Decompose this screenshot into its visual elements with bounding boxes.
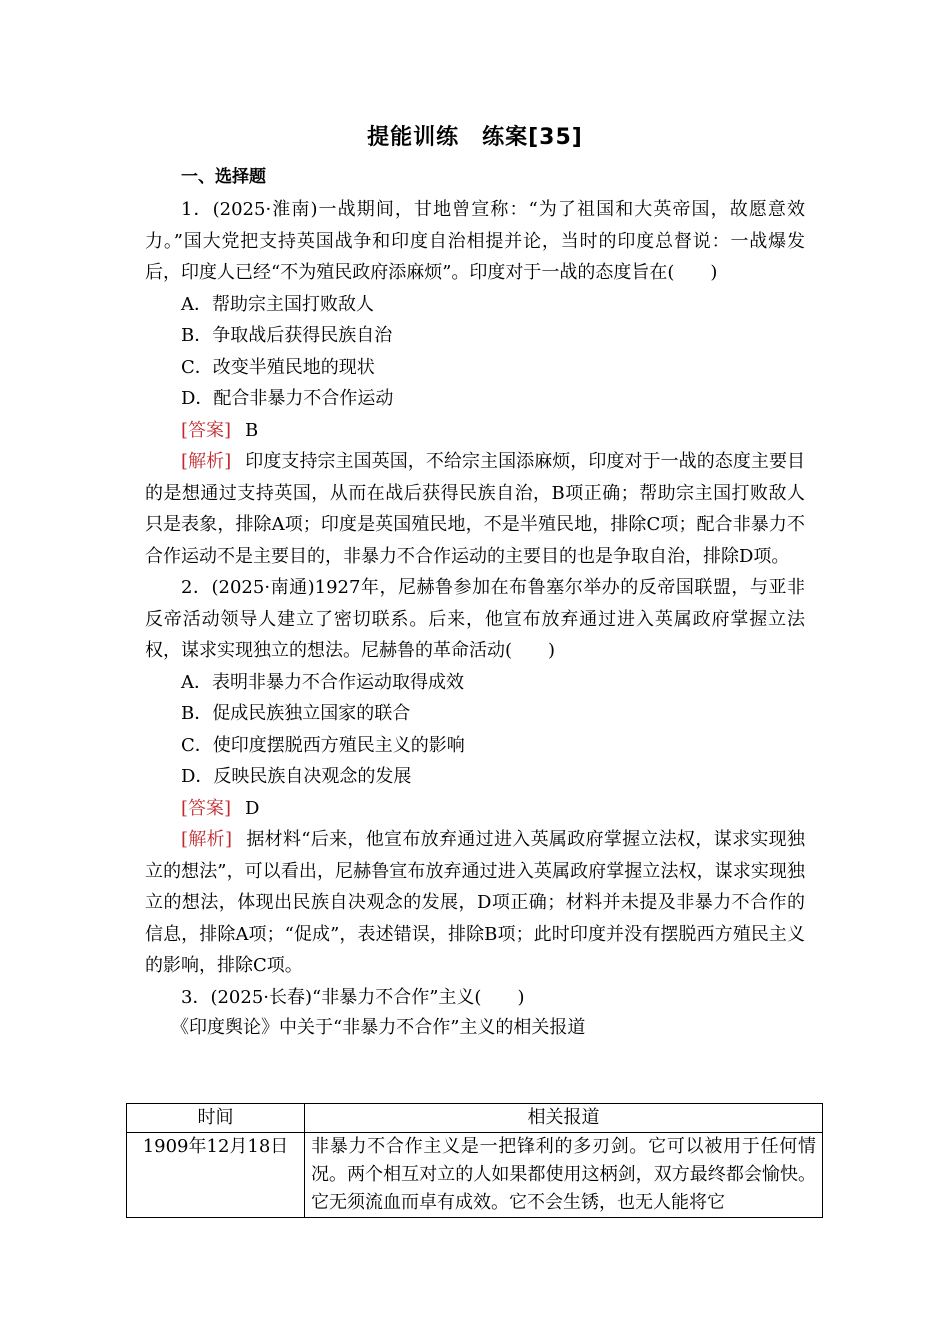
explanation-paragraph	[145, 824, 805, 982]
table-row	[127, 1133, 823, 1218]
option-c: C．使印度摆脱西方殖民主义的影响	[181, 734, 465, 756]
explanation-text: 据材料“后来，他宣布放弃通过进入英属政府掌握立法权，谋求实现独立的想法”，可以看出，尼赫鲁宣布放弃通过进入英属政府掌握立法权，谋求实现独立的想法，体现出民族自决观念的发展，D项正确；材料并未提及非暴力不合作的信息，排除A项；“促成”，表述错误，排除B项；此时印度并没有摆脱西方殖民主义的影响，排除C项。	[145, 829, 806, 976]
column-header-report: 相关报道	[305, 1104, 823, 1133]
answer-tag: [答案]	[181, 797, 232, 819]
time-cell: 1909年12月18日	[127, 1133, 305, 1218]
column-header-time: 时间	[127, 1104, 305, 1133]
table-caption: 《印度舆论》中关于“非暴力不合作”主义的相关报道	[171, 1017, 586, 1038]
option-c: C．改变半殖民地的现状	[181, 356, 375, 378]
explanation-tag: [解析]	[181, 451, 232, 472]
reports-table	[126, 1103, 823, 1218]
answer-tag: [答案]	[181, 419, 232, 441]
option-a: A．帮助宗主国打败敌人	[181, 293, 374, 315]
answer-line	[181, 415, 805, 447]
table-header-row	[127, 1104, 823, 1133]
question-stem: 1．(2025·淮南)一战期间，甘地曾宣称：“为了祖国和大英帝国，故愿意效力。”国大党把支持英国战争和印度自治相提并论，当时的印度总督说：一战爆发后，印度人已经“不为殖民政府添麻烦”。印度对于一战的态度旨在( )	[145, 199, 805, 283]
answer-value: D	[245, 797, 260, 819]
report-cell: 非暴力不合作主义是一把锋利的多刃剑。它可以被用于任何情况。两个相互对立的人如果都使用这柄剑，双方最终都会愉快。它无须流血而卓有成效。它不会生锈，也无人能将它	[305, 1133, 823, 1218]
question-3	[145, 982, 805, 1044]
option-b: B．促成民族独立国家的联合	[181, 703, 411, 724]
page-title: 提能训练 练案[35]	[367, 125, 583, 150]
explanation-paragraph	[145, 446, 805, 572]
question-stem: 3．(2025·长春)“非暴力不合作”主义( )	[181, 986, 525, 1008]
option-b: B．争取战后获得民族自治	[181, 325, 393, 346]
question-stem: 2．(2025·南通)1927年，尼赫鲁参加在布鲁塞尔举办的反帝国联盟，与亚非反帝活动领导人建立了密切联系。后来，他宣布放弃通过进入英属政府掌握立法权，谋求实现独立的想法。尼赫鲁的革命活动( )	[145, 577, 805, 661]
section-heading: 一、选择题	[181, 167, 266, 187]
option-d: D．配合非暴力不合作运动	[181, 388, 394, 409]
explanation-text: 印度支持宗主国英国，不给宗主国添麻烦，印度对于一战的态度主要目的是想通过支持英国，从而在战后获得民族自治，B项正确；帮助宗主国打败敌人只是表象，排除A项；印度是英国殖民地，不是半殖民地，排除C项；配合非暴力不合作运动不是主要目的，非暴力不合作运动的主要目的也是争取自治，排除D项。	[145, 451, 805, 567]
question-2	[145, 572, 805, 982]
answer-line	[181, 793, 805, 825]
option-a: A．表明非暴力不合作运动取得成效	[181, 671, 464, 693]
document-body	[145, 160, 805, 1043]
answer-value: B	[245, 419, 259, 441]
explanation-tag: [解析]	[181, 829, 232, 850]
question-1	[145, 194, 805, 572]
option-d: D．反映民族自决观念的发展	[181, 766, 412, 787]
